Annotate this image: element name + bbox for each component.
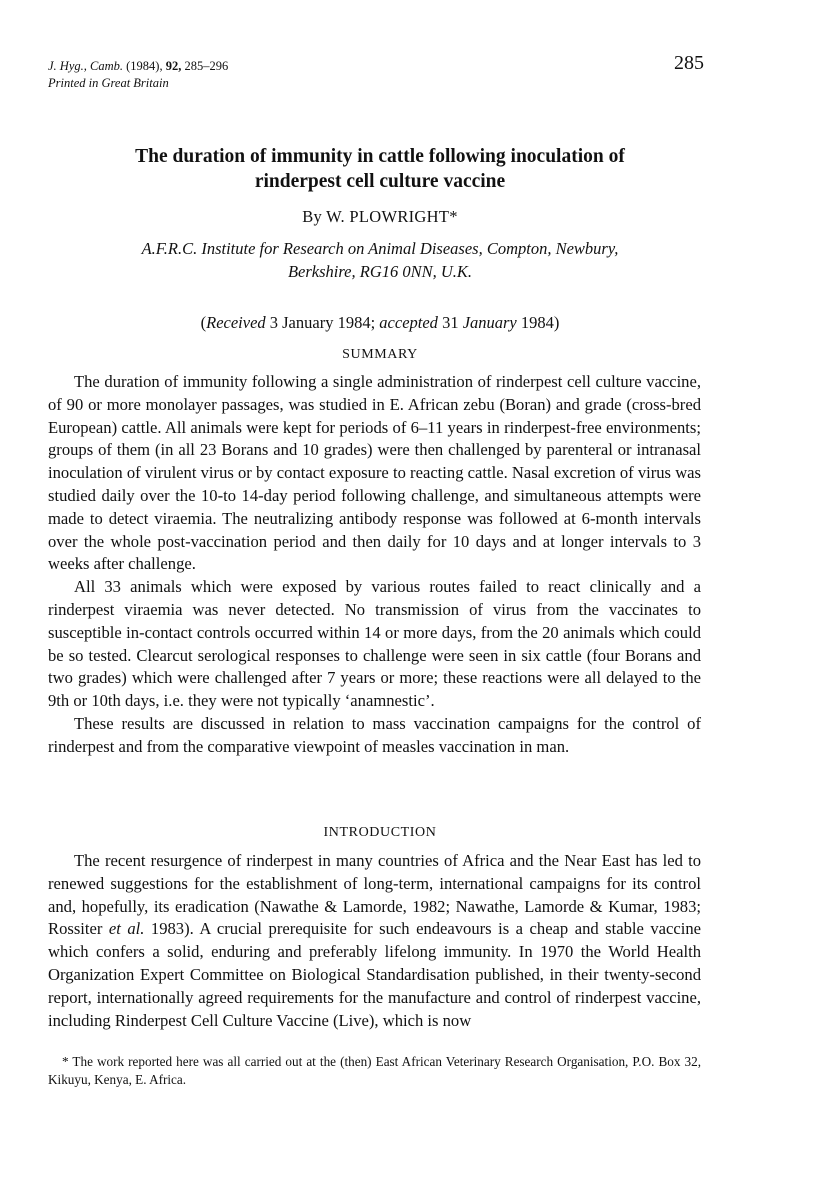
affiliation-line-2: Berkshire, RG16 0NN, U.K. [287, 262, 473, 281]
intro-text-part-2: 1983). A crucial prerequisite for such endeavours is a cheap and stable vaccine which confers a solid, enduring and preferably lifelong immunity. In 1970 the World Health Organization Expert Committee on Biological Standardisation published, in their twenty-second report, internationally agreed requirements for the manufacture and control of rinderpest vaccine, including Rinderpest Cell Culture Vaccine (Live), which is now [48, 919, 702, 1030]
title-line-1: The duration of immunity in cattle following inoculation of [135, 146, 625, 167]
journal-name: J. Hyg., Camb. [48, 59, 123, 73]
introduction-paragraph [48, 850, 701, 1032]
accepted-year: 1984) [520, 313, 560, 332]
title-line-2: rinderpest cell culture vaccine [254, 171, 506, 192]
received-dates [60, 313, 700, 333]
summary-paragraph-1: The duration of immunity following a single administration of rinderpest cell culture vaccine, of 90 or more monolayer passages, was studied in E. African zebu (Boran) and grade (cross-bred European) cattle. All animals were kept for periods of 6–11 years in rinderpest-free environments; groups of them (in all 23 Borans and 10 grades) were then challenged by parenteral or intranasal inoculation of virulent virus or by contact exposure to reacting cattle. Nasal excretion of virus was studied daily over the 10-to 14-day period following challenge, and simultaneous attempts were made to detect viraemia. The neutralizing antibody response was followed at 6-month intervals over the whole post-vaccination period and then daily for 10 days and at longer intervals to 3 weeks after challenge. [48, 372, 701, 574]
footnote-text: * The work reported here was all carried out at the (then) East African Veterinary Research Organisation, P.O. Box 32, Kikuyu, Kenya, E. Africa. [48, 1054, 701, 1087]
running-header [48, 58, 228, 92]
affiliation-line-1: A.F.R.C. Institute for Research on Animal Diseases, Compton, Newbury, [141, 239, 619, 258]
summary-paragraph-3: These results are discussed in relation to mass vaccination campaigns for the control of rinderpest and from the comparative viewpoint of measles vaccination in man. [48, 713, 701, 756]
introduction-heading: INTRODUCTION [323, 825, 437, 840]
journal-volume: 92, [165, 59, 182, 73]
printed-note: Printed in Great Britain [48, 76, 169, 90]
introduction-body [48, 850, 701, 1032]
citation [48, 58, 228, 75]
received-label: Received [206, 313, 266, 332]
accepted-label: accepted [379, 313, 438, 332]
received-open: ( [200, 313, 207, 332]
page-number: 285 [674, 52, 704, 74]
journal-pages: 285–296 [184, 59, 229, 73]
summary-heading: SUMMARY [342, 347, 418, 362]
accepted-month: January [462, 313, 517, 332]
intro-et-al: et al. [108, 919, 145, 939]
affiliation [100, 237, 660, 283]
summary-paragraph-2: All 33 animals which were exposed by various routes failed to react clinically and a rinderpest viraemia was never detected. No transmission of virus from the vaccinates to susceptible in-contact controls occurred within 14 or more days, from the 20 animals which could be so tested. Clearcut serological responses to challenge were seen in six cattle (four Borans and two grades) which were challenged after 7 years or more; these reactions were all delayed to the 9th or 10th days, i.e. they were not typically ‘anamnestic’. [48, 577, 701, 711]
journal-year: (1984), [126, 59, 163, 73]
footnote [48, 1053, 701, 1089]
accepted-day: 31 [442, 313, 459, 332]
intro-text-part-1: The recent resurgence of rinderpest in many countries of Africa and the Near East has led to renewed suggestions for the establishment of long-term, international campaigns for its control and, hopefully, its eradication (Nawathe & Lamorde, 1982; Nawathe, Lamorde & Kumar, 1983; Rossiter [48, 851, 701, 939]
article-title [60, 144, 700, 194]
author: By W. PLOWRIGHT* [302, 207, 458, 226]
received-date: 3 January 1984; [269, 313, 376, 332]
summary-body [48, 371, 701, 759]
